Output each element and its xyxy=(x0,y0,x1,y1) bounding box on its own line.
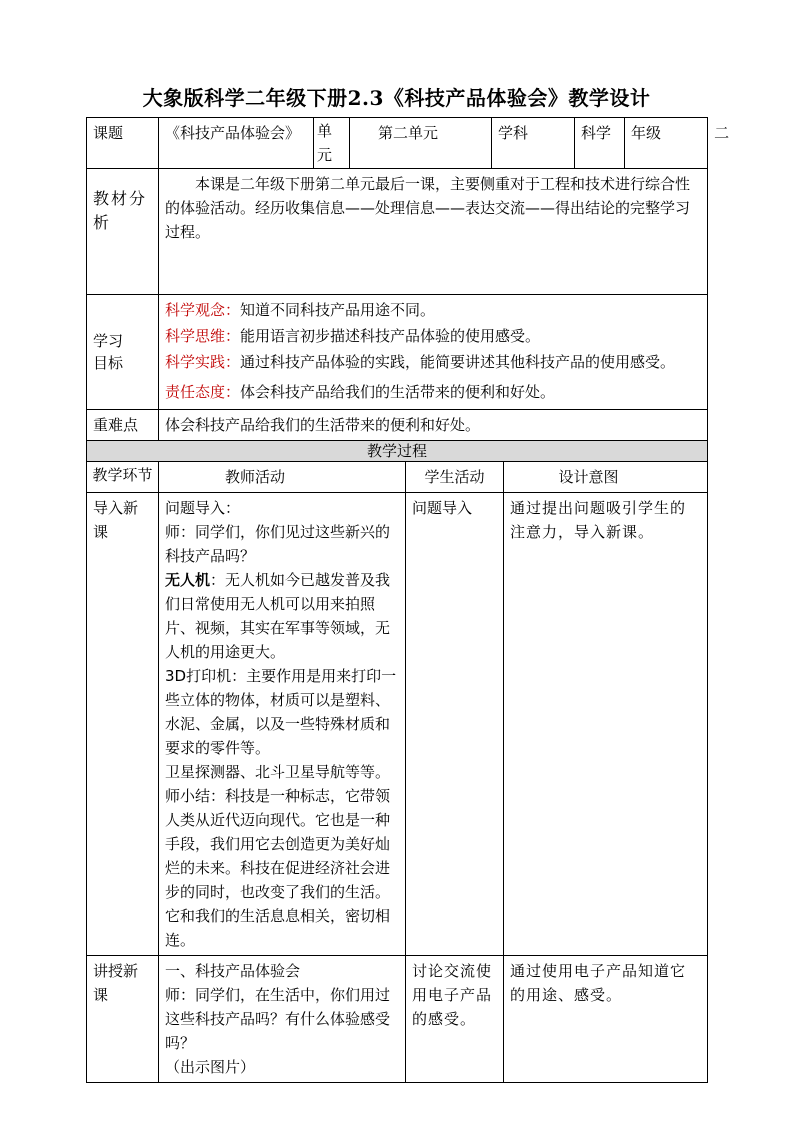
analysis-label-text: 教材分析 xyxy=(93,189,148,232)
process-header-row xyxy=(87,462,708,493)
goal-key: 科学实践： xyxy=(165,353,241,371)
process-row-new xyxy=(87,956,708,1083)
analysis-text: 本课是二年级下册第二单元最后一课，主要侧重对于工程和技术进行综合性的体验活动。经历收集信息——处理信息——表达交流——得出结论的完整学习过程。 xyxy=(159,169,708,295)
process-row-intro xyxy=(87,493,708,956)
header-teacher: 教师活动 xyxy=(159,462,406,493)
header-stage: 教学环节 xyxy=(87,462,159,493)
intent-cell: 通过使用电子产品知道它的用途、感受。 xyxy=(504,956,708,1083)
stage-cell: 导入新课 xyxy=(87,493,159,956)
goal-item xyxy=(165,323,701,349)
process-band: 教学过程 xyxy=(87,441,708,462)
teacher-lead: 无人机 xyxy=(165,571,211,589)
grade-label: 年级 xyxy=(625,118,708,169)
goal-key: 科学思维： xyxy=(165,327,241,345)
teacher-line: 问题导入： xyxy=(165,499,241,517)
student-cell: 讨论交流使用电子产品的感受。 xyxy=(406,956,504,1083)
teacher-line: 师小结：科技是一种标志，它带领人类从近代迈向现代。它也是一种手段，我们用它去创造更为美好灿烂的未来。科技在促进经济社会进步的同时，也改变了我们的生活。它和我们的生活息息相关，密切相连。 xyxy=(165,787,391,949)
key-points-text: 体会科技产品给我们的生活带来的便利和好处。 xyxy=(159,410,708,441)
student-cell: 问题导入 xyxy=(406,493,504,956)
goal-item xyxy=(165,297,701,323)
header-student: 学生活动 xyxy=(406,462,504,493)
teacher-line: 卫星探测器、北斗卫星导航等等。 xyxy=(165,763,391,781)
analysis-row xyxy=(87,169,708,295)
teacher-line: 师：同学们，在生活中，你们用过这些科技产品吗？有什么体验感受吗？ xyxy=(165,986,391,1052)
key-points-label: 重难点 xyxy=(87,410,159,441)
document-title: 大象版科学二年级下册2.3《科技产品体验会》教学设计 xyxy=(142,86,651,110)
analysis-label xyxy=(87,169,159,295)
goal-text: 通过科技产品体验的实践，能简要讲述其他科技产品的使用感受。 xyxy=(240,353,676,371)
topic-label: 课题 xyxy=(87,118,159,169)
goal-text: 能用语言初步描述科技产品体验的使用感受。 xyxy=(240,327,541,345)
goal-text: 知道不同科技产品用途不同。 xyxy=(240,301,436,319)
lesson-plan-table xyxy=(86,117,730,1083)
subject-value: 科学 xyxy=(575,118,625,169)
teacher-line: 师：同学们，你们见过这些新兴的科技产品吗？ xyxy=(165,523,391,565)
topic-value: 《科技产品体验会》 xyxy=(159,118,314,169)
goals-row xyxy=(87,295,708,410)
teacher-line: （出示图片） xyxy=(165,1058,256,1076)
teacher-text: ：无人机如今已越发普及我们日常使用无人机可以用来拍照片、视频，其实在军事等领域，无人机的用途更大。 xyxy=(165,571,391,661)
goals-list xyxy=(159,295,708,410)
stage-cell: 讲授新课 xyxy=(87,956,159,1083)
info-row: 课题 《科技产品体验会》 单元 第二单元 学科 科学 年级 二 xyxy=(87,118,708,169)
teacher-line xyxy=(165,568,397,664)
goals-label-text: 学习目标 xyxy=(93,332,124,372)
process-band-row xyxy=(87,441,708,462)
intent-cell: 通过提出问题吸引学生的注意力，导入新课。 xyxy=(504,493,708,956)
key-points-row xyxy=(87,410,708,441)
goal-text: 体会科技产品给我们的生活带来的便利和好处。 xyxy=(240,383,556,401)
goal-item xyxy=(165,349,701,375)
unit-label: 单元 xyxy=(314,118,350,169)
teacher-line: 3D打印机：主要作用是用来打印一些立体的物体，材质可以是塑料、水泥、金属，以及一些特殊材质和要求的零件等。 xyxy=(165,667,397,757)
teacher-cell xyxy=(159,493,406,956)
teacher-cell xyxy=(159,956,406,1083)
goal-item xyxy=(165,379,701,405)
goal-key: 科学观念： xyxy=(165,301,241,319)
header-intent: 设计意图 xyxy=(504,462,708,493)
subject-label: 学科 xyxy=(492,118,575,169)
teacher-line: 一、科技产品体验会 xyxy=(165,962,301,980)
goal-key: 责任态度： xyxy=(165,383,241,401)
goals-label xyxy=(87,295,159,410)
unit-value: 第二单元 xyxy=(350,118,492,169)
